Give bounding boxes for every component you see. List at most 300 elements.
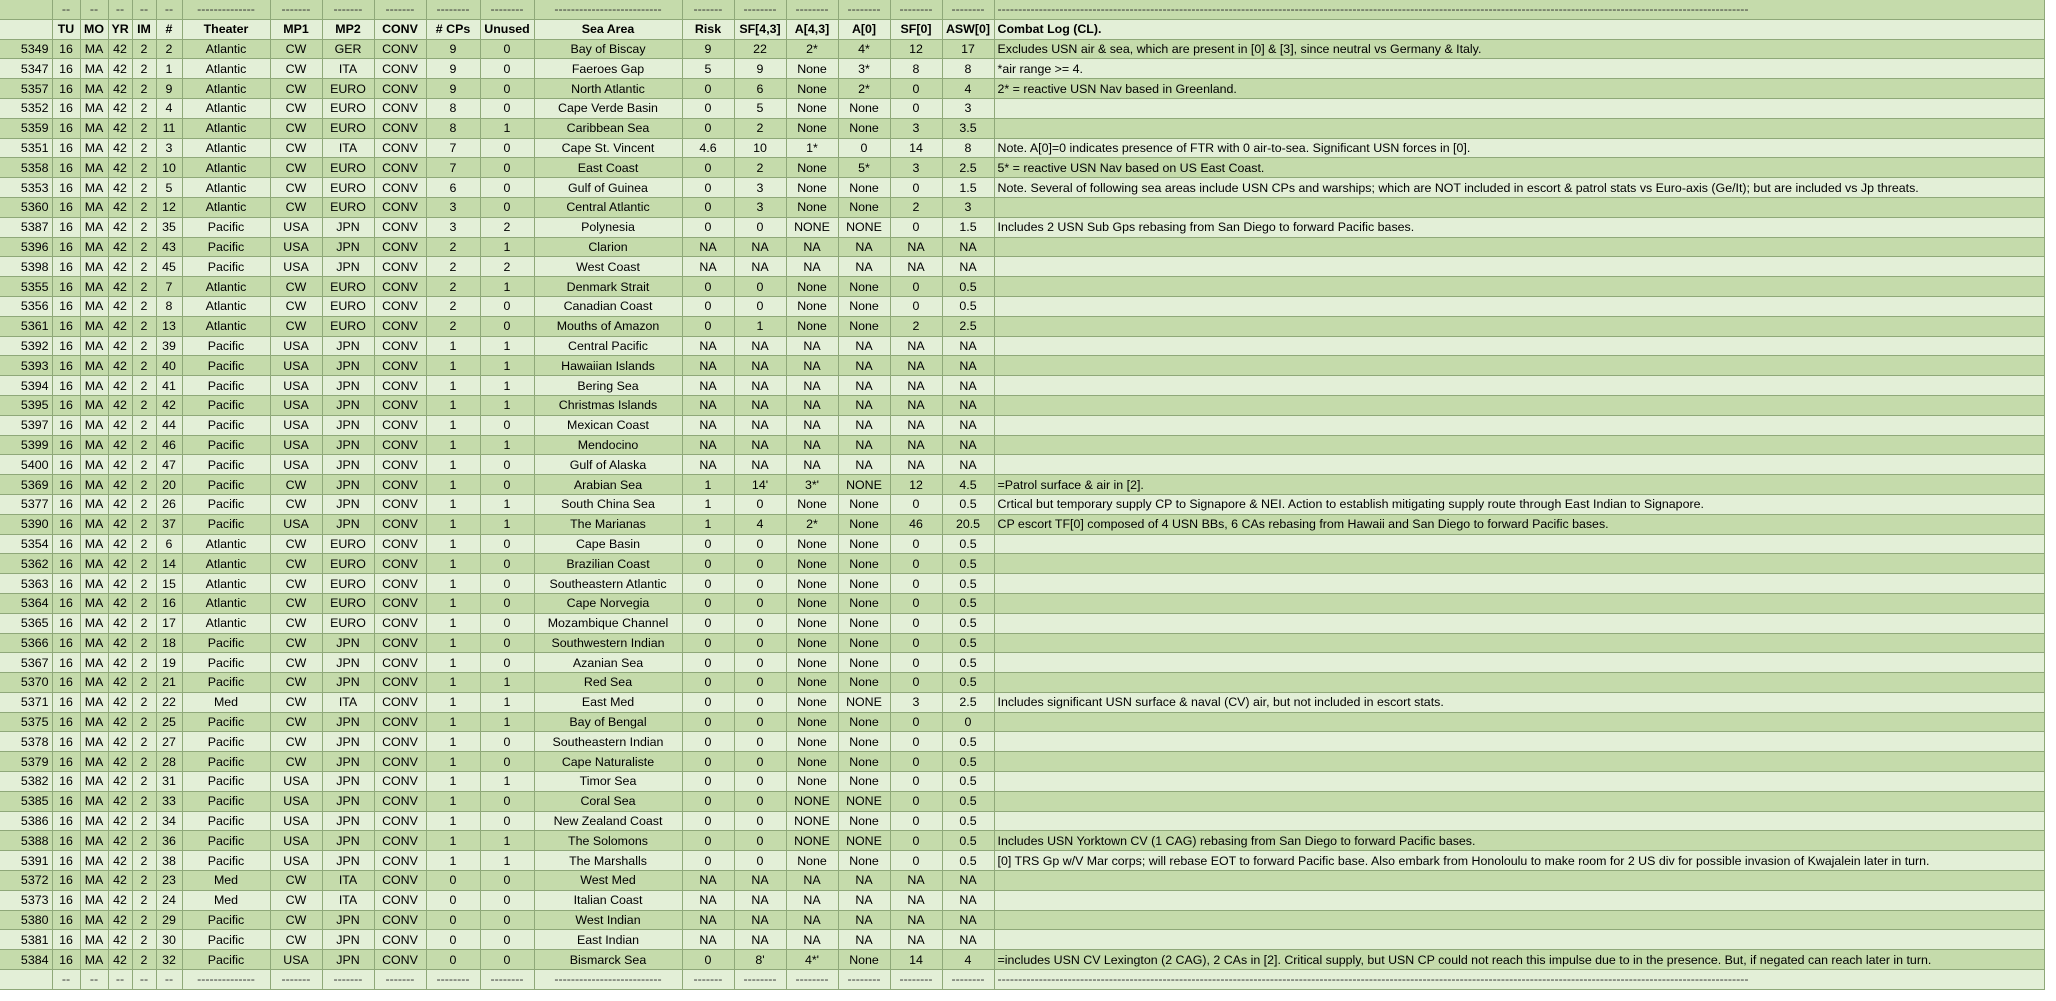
risk-cell[interactable]: NA: [682, 435, 734, 455]
combat-log-cell[interactable]: [994, 930, 2044, 950]
num-cell[interactable]: 15: [156, 574, 182, 594]
sf0-cell[interactable]: 3: [890, 158, 942, 178]
conv-cell[interactable]: CONV: [374, 772, 426, 792]
unused-cell[interactable]: 0: [480, 574, 534, 594]
row-number-cell[interactable]: 5375: [0, 712, 52, 732]
mp2-cell[interactable]: JPN: [322, 455, 374, 475]
theater-cell[interactable]: Pacific: [182, 930, 270, 950]
combat-log-cell[interactable]: [994, 890, 2044, 910]
theater-cell[interactable]: Atlantic: [182, 296, 270, 316]
asw0-cell[interactable]: 0.5: [942, 574, 994, 594]
conv-cell[interactable]: CONV: [374, 178, 426, 198]
yr-cell[interactable]: 42: [108, 514, 132, 534]
conv-cell[interactable]: CONV: [374, 633, 426, 653]
cps-cell[interactable]: 1: [426, 811, 480, 831]
sea-area-cell[interactable]: Bering Sea: [534, 376, 682, 396]
num-cell[interactable]: #: [156, 19, 182, 39]
im-cell[interactable]: 2: [132, 752, 156, 772]
asw0-cell[interactable]: 8: [942, 59, 994, 79]
combat-log-cell[interactable]: [994, 118, 2044, 138]
yr-cell[interactable]: 42: [108, 158, 132, 178]
risk-cell[interactable]: 0: [682, 692, 734, 712]
cps-cell[interactable]: 1: [426, 554, 480, 574]
num-cell[interactable]: 38: [156, 851, 182, 871]
unused-cell[interactable]: 1: [480, 118, 534, 138]
yr-cell[interactable]: 42: [108, 692, 132, 712]
yr-cell[interactable]: 42: [108, 752, 132, 772]
combat-log-cell[interactable]: Includes significant USN surface & naval (CV) air, but not included in escort stats.: [994, 692, 2044, 712]
unused-cell[interactable]: 0: [480, 752, 534, 772]
combat-log-cell[interactable]: Excludes USN air & sea, which are present in [0] & [3], since neutral vs Germany & Italy.: [994, 39, 2044, 59]
combat-log-cell[interactable]: [994, 395, 2044, 415]
risk-cell[interactable]: 1: [682, 514, 734, 534]
theater-cell[interactable]: Atlantic: [182, 277, 270, 297]
combat-log-cell[interactable]: [994, 197, 2044, 217]
mo-cell[interactable]: MA: [80, 415, 108, 435]
mp2-cell[interactable]: ITA: [322, 59, 374, 79]
mo-cell[interactable]: MA: [80, 613, 108, 633]
sf0-cell[interactable]: 14: [890, 138, 942, 158]
tu-cell[interactable]: 16: [52, 930, 80, 950]
unused-cell[interactable]: 1: [480, 673, 534, 693]
a43-cell[interactable]: None: [786, 98, 838, 118]
asw0-cell[interactable]: 0.5: [942, 534, 994, 554]
sf0-cell[interactable]: NA: [890, 871, 942, 891]
asw0-cell[interactable]: --------: [942, 970, 994, 990]
unused-cell[interactable]: 0: [480, 534, 534, 554]
sea-area-cell[interactable]: Arabian Sea: [534, 475, 682, 495]
im-cell[interactable]: 2: [132, 59, 156, 79]
mp1-cell[interactable]: CW: [270, 673, 322, 693]
yr-cell[interactable]: 42: [108, 138, 132, 158]
sf0-cell[interactable]: NA: [890, 890, 942, 910]
mo-cell[interactable]: MA: [80, 336, 108, 356]
a0-cell[interactable]: None: [838, 494, 890, 514]
yr-cell[interactable]: --: [108, 970, 132, 990]
mp1-cell[interactable]: MP1: [270, 19, 322, 39]
cps-cell[interactable]: --------: [426, 0, 480, 19]
mp1-cell[interactable]: USA: [270, 772, 322, 792]
yr-cell[interactable]: 42: [108, 257, 132, 277]
a43-cell[interactable]: 2*: [786, 39, 838, 59]
theater-cell[interactable]: Pacific: [182, 376, 270, 396]
a43-cell[interactable]: NA: [786, 257, 838, 277]
a43-cell[interactable]: None: [786, 554, 838, 574]
sea-area-cell[interactable]: The Marshalls: [534, 851, 682, 871]
theater-cell[interactable]: Atlantic: [182, 197, 270, 217]
theater-cell[interactable]: --------------: [182, 0, 270, 19]
combat-log-cell[interactable]: Note. Several of following sea areas include USN CPs and warships; which are NOT included in escort & patrol stats vs Euro-axis (Ge/It); but are included vs Jp threats.: [994, 178, 2044, 198]
im-cell[interactable]: 2: [132, 910, 156, 930]
sf43-cell[interactable]: 0: [734, 534, 786, 554]
num-cell[interactable]: 5: [156, 178, 182, 198]
mo-cell[interactable]: MA: [80, 831, 108, 851]
sf0-cell[interactable]: NA: [890, 930, 942, 950]
a0-cell[interactable]: None: [838, 653, 890, 673]
a43-cell[interactable]: --------: [786, 970, 838, 990]
mp2-cell[interactable]: JPN: [322, 673, 374, 693]
sea-area-cell[interactable]: Caribbean Sea: [534, 118, 682, 138]
a0-cell[interactable]: None: [838, 534, 890, 554]
num-cell[interactable]: 3: [156, 138, 182, 158]
cps-cell[interactable]: 1: [426, 534, 480, 554]
a0-cell[interactable]: NA: [838, 336, 890, 356]
sea-area-cell[interactable]: East Coast: [534, 158, 682, 178]
a43-cell[interactable]: None: [786, 752, 838, 772]
tu-cell[interactable]: 16: [52, 791, 80, 811]
yr-cell[interactable]: 42: [108, 712, 132, 732]
conv-cell[interactable]: CONV: [374, 455, 426, 475]
mp1-cell[interactable]: CW: [270, 732, 322, 752]
row-number-cell[interactable]: 5366: [0, 633, 52, 653]
num-cell[interactable]: 6: [156, 534, 182, 554]
mp1-cell[interactable]: USA: [270, 514, 322, 534]
row-number-cell[interactable]: 5372: [0, 871, 52, 891]
yr-cell[interactable]: 42: [108, 237, 132, 257]
combat-log-cell[interactable]: [994, 593, 2044, 613]
asw0-cell[interactable]: 0.5: [942, 851, 994, 871]
mo-cell[interactable]: MA: [80, 197, 108, 217]
a0-cell[interactable]: None: [838, 316, 890, 336]
cps-cell[interactable]: 2: [426, 296, 480, 316]
im-cell[interactable]: 2: [132, 356, 156, 376]
num-cell[interactable]: 36: [156, 831, 182, 851]
mp2-cell[interactable]: JPN: [322, 415, 374, 435]
conv-cell[interactable]: CONV: [374, 376, 426, 396]
sf0-cell[interactable]: 0: [890, 851, 942, 871]
im-cell[interactable]: 2: [132, 950, 156, 970]
unused-cell[interactable]: 0: [480, 59, 534, 79]
a0-cell[interactable]: NA: [838, 356, 890, 376]
sf0-cell[interactable]: 46: [890, 514, 942, 534]
a0-cell[interactable]: None: [838, 98, 890, 118]
num-cell[interactable]: 28: [156, 752, 182, 772]
conv-cell[interactable]: CONV: [374, 930, 426, 950]
a43-cell[interactable]: None: [786, 534, 838, 554]
row-number-cell[interactable]: 5381: [0, 930, 52, 950]
sf0-cell[interactable]: 3: [890, 692, 942, 712]
sf0-cell[interactable]: 0: [890, 534, 942, 554]
sf43-cell[interactable]: NA: [734, 395, 786, 415]
a0-cell[interactable]: NA: [838, 435, 890, 455]
mp2-cell[interactable]: JPN: [322, 395, 374, 415]
mp1-cell[interactable]: CW: [270, 79, 322, 99]
a43-cell[interactable]: None: [786, 653, 838, 673]
tu-cell[interactable]: 16: [52, 673, 80, 693]
unused-cell[interactable]: 0: [480, 890, 534, 910]
row-number-cell[interactable]: 5394: [0, 376, 52, 396]
mp2-cell[interactable]: ITA: [322, 890, 374, 910]
sf0-cell[interactable]: SF[0]: [890, 19, 942, 39]
mo-cell[interactable]: MA: [80, 277, 108, 297]
cps-cell[interactable]: 1: [426, 732, 480, 752]
im-cell[interactable]: 2: [132, 554, 156, 574]
im-cell[interactable]: 2: [132, 158, 156, 178]
combat-log-cell[interactable]: [994, 257, 2044, 277]
num-cell[interactable]: 45: [156, 257, 182, 277]
a0-cell[interactable]: None: [838, 277, 890, 297]
row-number-cell[interactable]: 5397: [0, 415, 52, 435]
sea-area-cell[interactable]: East Indian: [534, 930, 682, 950]
asw0-cell[interactable]: 4: [942, 79, 994, 99]
combat-log-cell[interactable]: [994, 673, 2044, 693]
num-cell[interactable]: 11: [156, 118, 182, 138]
conv-cell[interactable]: CONV: [374, 415, 426, 435]
unused-cell[interactable]: 1: [480, 712, 534, 732]
cps-cell[interactable]: 1: [426, 336, 480, 356]
tu-cell[interactable]: 16: [52, 376, 80, 396]
tu-cell[interactable]: 16: [52, 178, 80, 198]
asw0-cell[interactable]: 0.5: [942, 613, 994, 633]
im-cell[interactable]: 2: [132, 871, 156, 891]
mp1-cell[interactable]: USA: [270, 950, 322, 970]
mp1-cell[interactable]: USA: [270, 395, 322, 415]
risk-cell[interactable]: 0: [682, 98, 734, 118]
conv-cell[interactable]: CONV: [374, 316, 426, 336]
sf0-cell[interactable]: 0: [890, 673, 942, 693]
a0-cell[interactable]: NA: [838, 455, 890, 475]
risk-cell[interactable]: 0: [682, 217, 734, 237]
num-cell[interactable]: 13: [156, 316, 182, 336]
mp2-cell[interactable]: JPN: [322, 237, 374, 257]
theater-cell[interactable]: Med: [182, 890, 270, 910]
mp2-cell[interactable]: ITA: [322, 871, 374, 891]
tu-cell[interactable]: 16: [52, 811, 80, 831]
combat-log-cell[interactable]: [994, 653, 2044, 673]
combat-log-cell[interactable]: [994, 554, 2044, 574]
mp2-cell[interactable]: JPN: [322, 653, 374, 673]
tu-cell[interactable]: 16: [52, 950, 80, 970]
asw0-cell[interactable]: NA: [942, 910, 994, 930]
yr-cell[interactable]: 42: [108, 593, 132, 613]
row-number-cell[interactable]: 5355: [0, 277, 52, 297]
tu-cell[interactable]: 16: [52, 772, 80, 792]
sf0-cell[interactable]: 0: [890, 791, 942, 811]
im-cell[interactable]: 2: [132, 415, 156, 435]
tu-cell[interactable]: 16: [52, 752, 80, 772]
combat-log-cell[interactable]: [994, 277, 2044, 297]
a43-cell[interactable]: None: [786, 593, 838, 613]
row-number-cell[interactable]: [0, 970, 52, 990]
cps-cell[interactable]: 1: [426, 831, 480, 851]
yr-cell[interactable]: --: [108, 0, 132, 19]
sea-area-cell[interactable]: Sea Area: [534, 19, 682, 39]
row-number-cell[interactable]: [0, 0, 52, 19]
mo-cell[interactable]: MA: [80, 217, 108, 237]
tu-cell[interactable]: --: [52, 0, 80, 19]
yr-cell[interactable]: 42: [108, 772, 132, 792]
yr-cell[interactable]: YR: [108, 19, 132, 39]
conv-cell[interactable]: CONV: [374, 752, 426, 772]
mp2-cell[interactable]: ITA: [322, 138, 374, 158]
theater-cell[interactable]: Pacific: [182, 633, 270, 653]
cps-cell[interactable]: 1: [426, 613, 480, 633]
a43-cell[interactable]: None: [786, 316, 838, 336]
combat-log-cell[interactable]: [994, 772, 2044, 792]
cps-cell[interactable]: 1: [426, 791, 480, 811]
combat-log-cell[interactable]: =Patrol surface & air in [2].: [994, 475, 2044, 495]
mp2-cell[interactable]: JPN: [322, 494, 374, 514]
cps-cell[interactable]: 1: [426, 593, 480, 613]
conv-cell[interactable]: CONV: [374, 336, 426, 356]
a0-cell[interactable]: None: [838, 851, 890, 871]
a43-cell[interactable]: NA: [786, 871, 838, 891]
conv-cell[interactable]: CONV: [374, 494, 426, 514]
sf43-cell[interactable]: 0: [734, 712, 786, 732]
im-cell[interactable]: 2: [132, 811, 156, 831]
tu-cell[interactable]: 16: [52, 871, 80, 891]
mp1-cell[interactable]: CW: [270, 534, 322, 554]
unused-cell[interactable]: 0: [480, 791, 534, 811]
unused-cell[interactable]: 1: [480, 395, 534, 415]
unused-cell[interactable]: 1: [480, 494, 534, 514]
yr-cell[interactable]: 42: [108, 79, 132, 99]
a43-cell[interactable]: NA: [786, 237, 838, 257]
mo-cell[interactable]: MA: [80, 395, 108, 415]
cps-cell[interactable]: 1: [426, 455, 480, 475]
combat-log-cell[interactable]: 5* = reactive USN Nav based on US East Coast.: [994, 158, 2044, 178]
sf43-cell[interactable]: NA: [734, 435, 786, 455]
yr-cell[interactable]: 42: [108, 178, 132, 198]
unused-cell[interactable]: 1: [480, 277, 534, 297]
mp1-cell[interactable]: CW: [270, 910, 322, 930]
a43-cell[interactable]: NA: [786, 930, 838, 950]
theater-cell[interactable]: Pacific: [182, 494, 270, 514]
cps-cell[interactable]: 1: [426, 851, 480, 871]
a43-cell[interactable]: None: [786, 633, 838, 653]
tu-cell[interactable]: 16: [52, 831, 80, 851]
num-cell[interactable]: 19: [156, 653, 182, 673]
risk-cell[interactable]: NA: [682, 415, 734, 435]
yr-cell[interactable]: 42: [108, 336, 132, 356]
row-number-cell[interactable]: 5369: [0, 475, 52, 495]
unused-cell[interactable]: 1: [480, 851, 534, 871]
unused-cell[interactable]: 1: [480, 435, 534, 455]
unused-cell[interactable]: Unused: [480, 19, 534, 39]
yr-cell[interactable]: 42: [108, 296, 132, 316]
asw0-cell[interactable]: 4: [942, 950, 994, 970]
tu-cell[interactable]: 16: [52, 910, 80, 930]
tu-cell[interactable]: 16: [52, 435, 80, 455]
combat-log-cell[interactable]: --------------------------------------------------------------------------------------------------------------------------------------------------------------------------------------: [994, 0, 2044, 19]
asw0-cell[interactable]: 0.5: [942, 296, 994, 316]
yr-cell[interactable]: 42: [108, 534, 132, 554]
sf43-cell[interactable]: 2: [734, 158, 786, 178]
theater-cell[interactable]: Pacific: [182, 435, 270, 455]
a43-cell[interactable]: 1*: [786, 138, 838, 158]
asw0-cell[interactable]: 2.5: [942, 316, 994, 336]
im-cell[interactable]: --: [132, 0, 156, 19]
mp2-cell[interactable]: EURO: [322, 158, 374, 178]
cps-cell[interactable]: 0: [426, 910, 480, 930]
sea-area-cell[interactable]: Cape St. Vincent: [534, 138, 682, 158]
a43-cell[interactable]: None: [786, 79, 838, 99]
asw0-cell[interactable]: NA: [942, 871, 994, 891]
mo-cell[interactable]: MA: [80, 593, 108, 613]
cps-cell[interactable]: 2: [426, 277, 480, 297]
tu-cell[interactable]: 16: [52, 316, 80, 336]
cps-cell[interactable]: --------: [426, 970, 480, 990]
sf43-cell[interactable]: NA: [734, 910, 786, 930]
asw0-cell[interactable]: NA: [942, 395, 994, 415]
sf0-cell[interactable]: 0: [890, 217, 942, 237]
tu-cell[interactable]: 16: [52, 613, 80, 633]
im-cell[interactable]: 2: [132, 692, 156, 712]
sea-area-cell[interactable]: Denmark Strait: [534, 277, 682, 297]
im-cell[interactable]: 2: [132, 277, 156, 297]
row-number-cell[interactable]: 5396: [0, 237, 52, 257]
a43-cell[interactable]: NA: [786, 356, 838, 376]
unused-cell[interactable]: 1: [480, 831, 534, 851]
num-cell[interactable]: 32: [156, 950, 182, 970]
row-number-cell[interactable]: 5371: [0, 692, 52, 712]
theater-cell[interactable]: Pacific: [182, 455, 270, 475]
tu-cell[interactable]: --: [52, 970, 80, 990]
unused-cell[interactable]: 0: [480, 316, 534, 336]
combat-log-cell[interactable]: [994, 910, 2044, 930]
risk-cell[interactable]: 0: [682, 593, 734, 613]
sea-area-cell[interactable]: The Marianas: [534, 514, 682, 534]
mo-cell[interactable]: MA: [80, 178, 108, 198]
conv-cell[interactable]: CONV: [374, 138, 426, 158]
yr-cell[interactable]: 42: [108, 277, 132, 297]
a0-cell[interactable]: None: [838, 197, 890, 217]
tu-cell[interactable]: 16: [52, 692, 80, 712]
combat-log-cell[interactable]: Includes USN Yorktown CV (1 CAG) rebasing from San Diego to forward Pacific bases.: [994, 831, 2044, 851]
sea-area-cell[interactable]: Faeroes Gap: [534, 59, 682, 79]
im-cell[interactable]: 2: [132, 98, 156, 118]
mp1-cell[interactable]: CW: [270, 59, 322, 79]
cps-cell[interactable]: 1: [426, 692, 480, 712]
combat-log-cell[interactable]: Includes 2 USN Sub Gps rebasing from San Diego to forward Pacific bases.: [994, 217, 2044, 237]
asw0-cell[interactable]: NA: [942, 237, 994, 257]
unused-cell[interactable]: 0: [480, 732, 534, 752]
asw0-cell[interactable]: 1.5: [942, 217, 994, 237]
sea-area-cell[interactable]: Mouths of Amazon: [534, 316, 682, 336]
num-cell[interactable]: 41: [156, 376, 182, 396]
combat-log-cell[interactable]: [994, 871, 2044, 891]
sf0-cell[interactable]: 3: [890, 118, 942, 138]
num-cell[interactable]: 33: [156, 791, 182, 811]
yr-cell[interactable]: 42: [108, 59, 132, 79]
sea-area-cell[interactable]: Coral Sea: [534, 791, 682, 811]
a43-cell[interactable]: None: [786, 613, 838, 633]
risk-cell[interactable]: 9: [682, 39, 734, 59]
row-number-cell[interactable]: 5379: [0, 752, 52, 772]
sf0-cell[interactable]: 0: [890, 653, 942, 673]
sf43-cell[interactable]: 3: [734, 178, 786, 198]
combat-log-cell[interactable]: [994, 356, 2044, 376]
mo-cell[interactable]: MA: [80, 455, 108, 475]
sea-area-cell[interactable]: Bismarck Sea: [534, 950, 682, 970]
a43-cell[interactable]: None: [786, 673, 838, 693]
im-cell[interactable]: 2: [132, 673, 156, 693]
a0-cell[interactable]: --------: [838, 0, 890, 19]
im-cell[interactable]: 2: [132, 494, 156, 514]
a43-cell[interactable]: None: [786, 277, 838, 297]
im-cell[interactable]: 2: [132, 593, 156, 613]
a43-cell[interactable]: None: [786, 178, 838, 198]
a0-cell[interactable]: None: [838, 752, 890, 772]
mp1-cell[interactable]: USA: [270, 415, 322, 435]
sea-area-cell[interactable]: Cape Basin: [534, 534, 682, 554]
conv-cell[interactable]: CONV: [374, 395, 426, 415]
sf0-cell[interactable]: 12: [890, 39, 942, 59]
conv-cell[interactable]: CONV: [374, 574, 426, 594]
num-cell[interactable]: 2: [156, 39, 182, 59]
im-cell[interactable]: 2: [132, 39, 156, 59]
cps-cell[interactable]: 1: [426, 376, 480, 396]
